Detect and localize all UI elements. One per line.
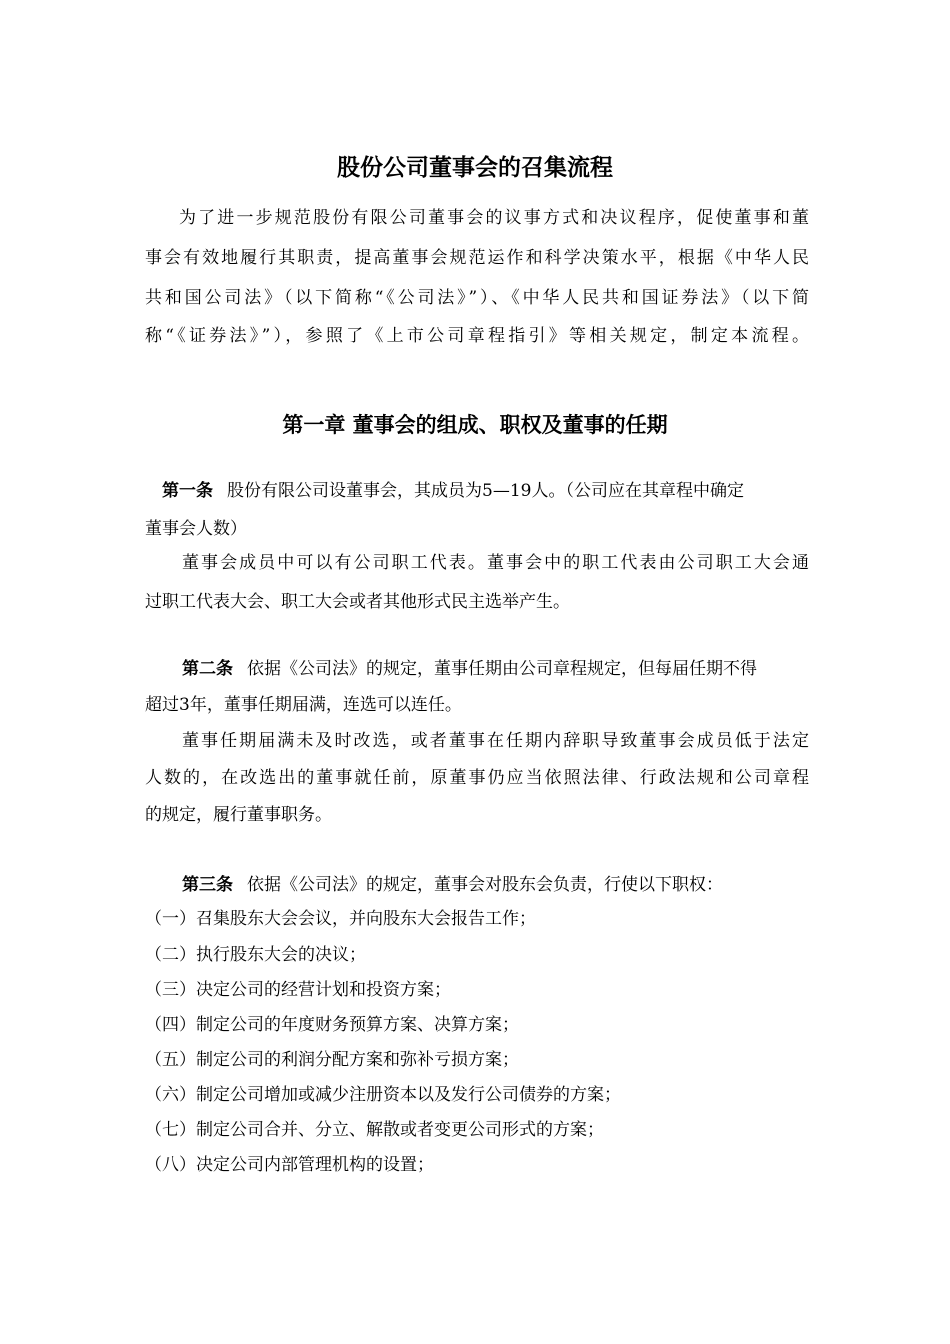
chapter-title: 第一章 董事会的组成、职权及董事的任期 (282, 412, 668, 437)
article-2-label: 第二条 (182, 659, 233, 679)
list-item: （四）制定公司的年度财务预算方案、决算方案； (145, 1015, 519, 1035)
article-1-para2-line-1: 董事会成员中可以有公司职工代表。董事会中的职工代表由公司职工大会通 (182, 553, 809, 573)
article-1-label: 第一条 (162, 481, 213, 501)
list-item: （七）制定公司合并、分立、解散或者变更公司形式的方案； (145, 1120, 604, 1140)
article-3-first-line (145, 872, 846, 898)
article-3-text: 依据《公司法》的规定，董事会对股东会负责，行使以下职权： (247, 875, 723, 895)
article-3-label: 第三条 (182, 875, 233, 895)
intro-line-2: 事会有效地履行其职责，提高董事会规范运作和科学决策水平，根据《中华人民 (145, 248, 809, 268)
article-2-text: 依据《公司法》的规定，董事任期由公司章程规定，但每届任期不得 (247, 659, 757, 679)
article-1-para2-line-2: 过职工代表大会、职工大会或者其他形式民主选举产生。 (145, 592, 570, 612)
intro-line-3: 共和国公司法》（以下简称“《公司法》”）、《中华人民共和国证券法》（以下简 (145, 288, 809, 308)
article-1-text: 股份有限公司设董事会，其成员为5—19人。（公司应在其章程中确定 (227, 481, 744, 501)
article-2-para2-line-2: 人数的，在改选出的董事就任前，原董事仍应当依照法律、行政法规和公司章程 (145, 768, 809, 788)
list-item: （五）制定公司的利润分配方案和弥补亏损方案； (145, 1050, 519, 1070)
list-item: （三）决定公司的经营计划和投资方案； (145, 980, 451, 1000)
list-item: （二）执行股东大会的决议； (145, 945, 366, 965)
article-2-first-line (145, 656, 846, 682)
article-2-para2-line-3: 的规定，履行董事职务。 (145, 805, 332, 825)
article-2-para2-line-1: 董事任期届满未及时改选，或者董事在任期内辞职导致董事会成员低于法定 (182, 731, 809, 751)
list-item: （八）决定公司内部管理机构的设置； (145, 1155, 434, 1175)
list-item: （一）召集股东大会会议，并向股东大会报告工作； (145, 909, 536, 929)
article-2-line-2: 超过3年，董事任期届满，连选可以连任。 (145, 695, 462, 715)
article-1-first-line (145, 478, 826, 504)
article-1-line-2: 董事会人数） (145, 519, 247, 539)
intro-line-1: 为了进一步规范股份有限公司董事会的议事方式和决议程序，促使董事和董 (179, 208, 809, 228)
list-item: （六）制定公司增加或减少注册资本以及发行公司债券的方案； (145, 1085, 621, 1105)
intro-line-4: 称“《证券法》”），参照了《上市公司章程指引》等相关规定，制定本流程。 (145, 326, 809, 346)
document-title: 股份公司董事会的召集流程 (337, 154, 613, 181)
